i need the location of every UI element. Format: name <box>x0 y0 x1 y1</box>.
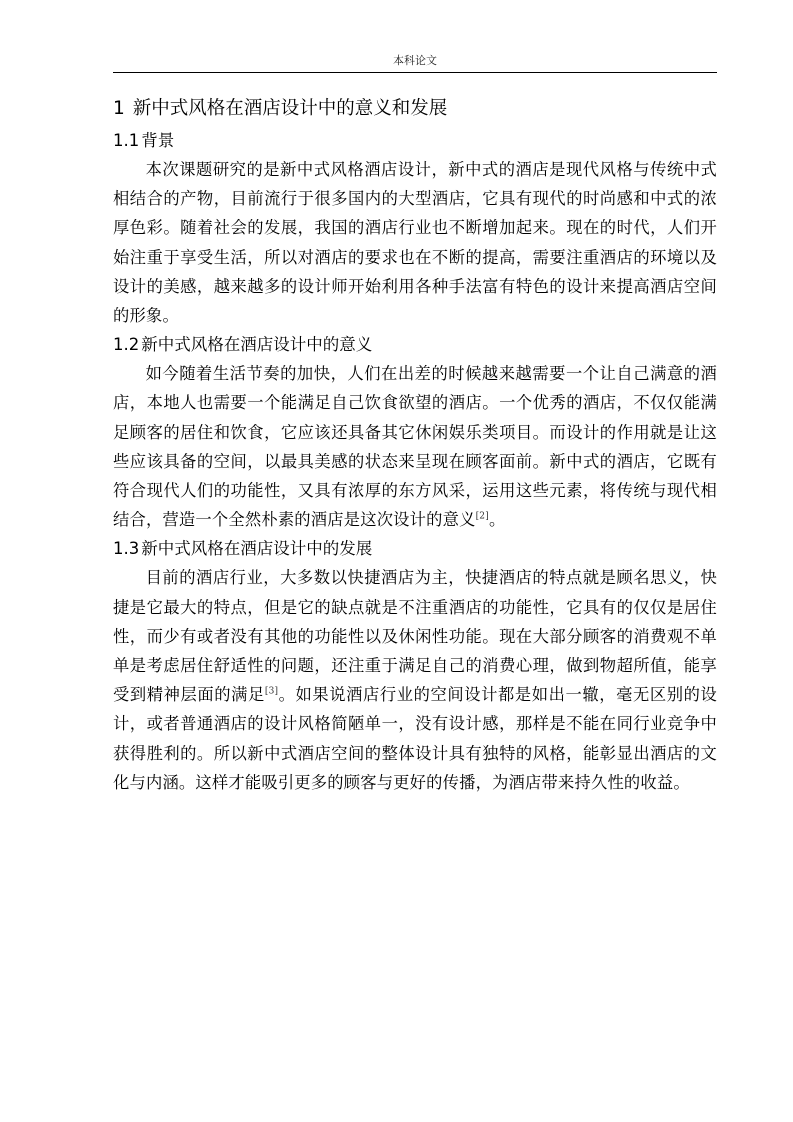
section-1-1-heading <box>113 126 717 155</box>
section-1-2-number: 1.2 <box>113 335 140 355</box>
citation-2: [2] <box>475 511 489 522</box>
section-1-number: 1 <box>113 98 125 119</box>
page-header <box>113 52 717 73</box>
section-1-3-number: 1.3 <box>113 539 140 559</box>
section-1-3-heading <box>113 534 717 563</box>
citation-3: [3] <box>264 686 279 697</box>
section-1-3-text-end: 。如果说酒店行业的空间设计都是如出一辙，毫无区别的设计，或者普通酒店的设计风格简陋单一，没有设计感，那样是不能在同行业竞争中获得胜利的。所以新中式酒店空间的整体设计具有独特的风格，能彰显出酒店的文化与内涵。这样才能吸引更多的顾客与更好的传播，为酒店带来持久性的收益。 <box>113 685 718 792</box>
section-1-2-text: 如今随着生活节奏的加快，人们在出差的时候越来越需要一个让自己满意的酒店，本地人也需要一个能满足自己饮食欲望的酒店。一个优秀的酒店，不仅仅能满足顾客的居住和饮食，它应该还具备其它休闲娱乐类项目。而设计的作用就是让这些应该具备的空间，以最具美感的状态来呈现在顾客面前。新中式的酒店，它既有符合现代人们的功能性，又具有浓厚的东方风采，运用这些元素，将传统与现代相结合，营造一个全然朴素的酒店是这次设计的意义 <box>113 364 717 530</box>
section-1-2-heading <box>113 330 717 359</box>
section-1-3-paragraph <box>113 563 717 797</box>
section-1-1-title: 背景 <box>141 131 175 150</box>
section-1-2-text-end: 。 <box>488 510 506 530</box>
section-1-2-paragraph <box>113 359 717 534</box>
section-1-title: 新中式风格在酒店设计中的意义和发展 <box>132 98 448 119</box>
header-title: 本科论文 <box>393 54 437 67</box>
section-1-1-paragraph: 本次课题研究的是新中式风格酒店设计，新中式的酒店是现代风格与传统中式相结合的产物，目前流行于很多国内的大型酒店，它具有现代的时尚感和中式的浓厚色彩。随着社会的发展，我国的酒店行业也不断增加起来。现在的时代，人们开始注重于享受生活，所以对酒店的要求也在不断的提高，需要注重酒店的环境以及设计的美感，越来越多的设计师开始利用各种手法富有特色的设计来提高酒店空间的形象。 <box>113 160 717 326</box>
section-1-heading <box>113 92 717 126</box>
section-1-1-number: 1.1 <box>113 131 140 150</box>
section-1-3-title: 新中式风格在酒店设计中的发展 <box>141 539 373 559</box>
section-1-3-text: 目前的酒店行业，大多数以快捷酒店为主，快捷酒店的特点就是顾名思义，快捷是它最大的特点，但是它的缺点就是不注重酒店的功能性，它具有的仅仅是居住性，而少有或者没有其他的功能性以及休闲性功能。现在大部分顾客的消费观不单单是考虑居住舒适性的问题，还注重于满足自己的消费心理，做到物超所值，能享受到精神层面的满足 <box>113 568 717 705</box>
section-1-2-title: 新中式风格在酒店设计中的意义 <box>141 335 373 355</box>
page-content <box>113 92 717 797</box>
